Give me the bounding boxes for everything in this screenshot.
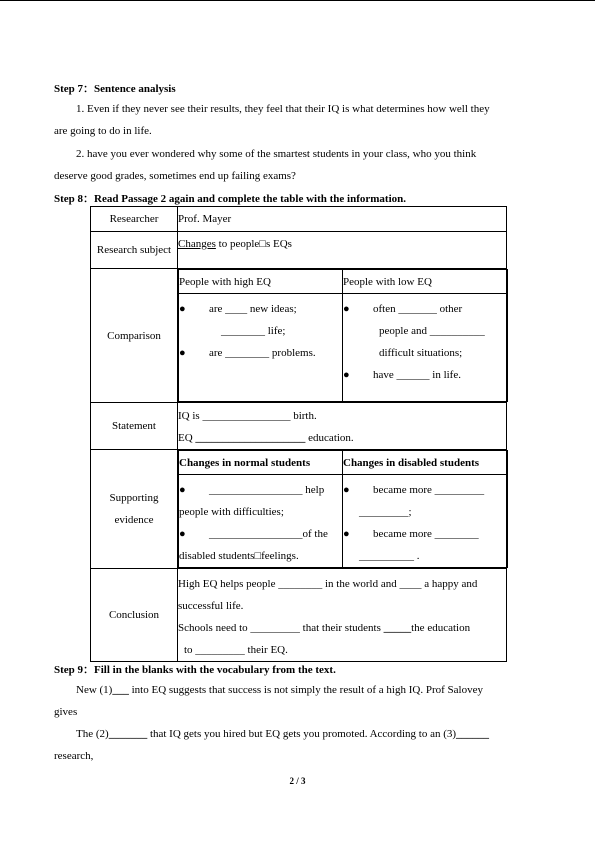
step9-line2: gives bbox=[54, 706, 78, 718]
low-eq-line4: have ______ in life. bbox=[373, 369, 461, 381]
info-table bbox=[90, 206, 507, 662]
missing-glyph-icon: □ bbox=[259, 238, 266, 250]
disabled-line3: became more ________ bbox=[373, 528, 479, 540]
statement-eq: EQ bbox=[178, 432, 196, 444]
page-number: 2 / 3 bbox=[289, 776, 306, 786]
step9-blank2: _______ bbox=[108, 728, 148, 740]
conclusion-line4: to _________ their EQ. bbox=[184, 644, 288, 656]
statement-line1: IQ is ________________ birth. bbox=[178, 410, 317, 422]
low-eq-list bbox=[343, 294, 508, 402]
disabled-list bbox=[343, 475, 508, 568]
statement-cell bbox=[178, 403, 507, 450]
subject-value bbox=[178, 232, 507, 269]
page-top-rule bbox=[0, 0, 595, 1]
step7-item2 bbox=[54, 143, 542, 187]
researcher-label: Researcher bbox=[91, 207, 178, 232]
high-eq-line1: are ____ new ideas; bbox=[209, 303, 297, 315]
low-eq-header: People with low EQ bbox=[343, 270, 508, 294]
step9-title: Step 9：Fill in the blanks with the vocabulary from the text. bbox=[54, 664, 336, 676]
statement-row bbox=[91, 403, 507, 450]
statement-line2 bbox=[178, 427, 506, 449]
step8-title: Step 8：Read Passage 2 again and complete the table with the information. bbox=[54, 193, 406, 205]
comparison-label: Comparison bbox=[91, 269, 178, 403]
comparison-cell bbox=[178, 269, 507, 403]
normal-line3: _________________of the bbox=[209, 528, 328, 540]
statement-education: education. bbox=[305, 432, 354, 444]
supporting-label-line2: evidence bbox=[114, 514, 154, 526]
comparison-row bbox=[91, 269, 507, 403]
low-eq-line1: often _______ other bbox=[373, 303, 463, 315]
normal-line2: people with difficulties; bbox=[179, 506, 284, 518]
subject-row bbox=[91, 232, 507, 269]
high-eq-list bbox=[179, 294, 343, 402]
subject-to-people: to people bbox=[215, 238, 260, 250]
conclusion-line3c: the education bbox=[411, 622, 471, 634]
normal-line1: _________________ help bbox=[209, 484, 325, 496]
statement-label: Statement bbox=[91, 403, 178, 450]
conclusion-line3a: Schools need to _________ that their students bbox=[178, 622, 384, 634]
bullet-icon: ● bbox=[343, 484, 350, 496]
low-eq-line3: difficult situations; bbox=[379, 347, 463, 359]
step7-title: Step 7：Sentence analysis bbox=[54, 83, 176, 95]
step9-line3a: The (2) bbox=[76, 728, 109, 740]
step7-item1 bbox=[54, 98, 542, 142]
step7-item1-line1: 1. Even if they never see their results, they feel that their IQ is what determines how well they bbox=[76, 103, 490, 115]
conclusion-line3 bbox=[178, 617, 506, 639]
supporting-row bbox=[91, 450, 507, 569]
step9-line3c: that IQ gets you hired but EQ gets you promoted. According to an (3) bbox=[147, 728, 457, 740]
step7-item2-line1: 2. have you ever wondered why some of the smartest students in your class, who you think bbox=[76, 148, 477, 160]
statement-blank: ____________________ bbox=[195, 432, 306, 444]
bullet-icon: ● bbox=[179, 528, 186, 540]
step7-item2-line2: deserve good grades, sometimes end up failing exams? bbox=[54, 170, 296, 182]
normal-line4b: feelings. bbox=[261, 550, 299, 562]
step9-line1c: into EQ suggests that success is not simply the result of a high IQ. Prof Salovey bbox=[128, 684, 483, 696]
high-eq-header: People with high EQ bbox=[179, 270, 343, 294]
bullet-icon: ● bbox=[343, 369, 350, 381]
step9-line4: research, bbox=[54, 750, 94, 762]
bullet-icon: ● bbox=[179, 347, 186, 359]
step9-line1a: New (1) bbox=[76, 684, 113, 696]
subject-label: Research subject bbox=[91, 232, 178, 269]
normal-line4a: disabled students bbox=[179, 550, 255, 562]
bullet-icon: ● bbox=[343, 528, 350, 540]
supporting-label bbox=[91, 450, 178, 569]
step9-blank1: ___ bbox=[112, 684, 129, 696]
disabled-line4: __________ . bbox=[359, 550, 420, 562]
supporting-cell bbox=[178, 450, 507, 569]
high-eq-line2: ________ life; bbox=[221, 325, 286, 337]
low-eq-line2: people and __________ bbox=[379, 325, 485, 337]
step9-paragraph2 bbox=[54, 723, 542, 767]
conclusion-line3b: _____ bbox=[383, 622, 412, 634]
step9-paragraph1 bbox=[54, 679, 542, 723]
researcher-value: Prof. Mayer bbox=[178, 207, 507, 232]
subject-eqs: s EQs bbox=[265, 238, 292, 250]
conclusion-label: Conclusion bbox=[91, 569, 178, 662]
conclusion-cell bbox=[178, 569, 507, 662]
conclusion-line2: successful life. bbox=[178, 600, 244, 612]
bullet-icon: ● bbox=[179, 484, 186, 496]
conclusion-row bbox=[91, 569, 507, 662]
disabled-line1: became more _________ bbox=[373, 484, 485, 496]
bullet-icon: ● bbox=[179, 303, 186, 315]
supporting-label-line1: Supporting bbox=[109, 492, 159, 504]
missing-glyph-icon: □ bbox=[254, 550, 262, 562]
step7-item1-line2: are going to do in life. bbox=[54, 125, 152, 137]
disabled-line2: _________; bbox=[359, 506, 412, 518]
step9-blank3: ______ bbox=[456, 728, 490, 740]
bullet-icon: ● bbox=[343, 303, 350, 315]
normal-header: Changes in normal students bbox=[179, 451, 343, 475]
high-eq-line3: are ________ problems. bbox=[209, 347, 316, 359]
subject-changes: Changes bbox=[178, 238, 216, 250]
normal-list bbox=[179, 475, 343, 568]
researcher-row bbox=[91, 207, 507, 232]
disabled-header: Changes in disabled students bbox=[343, 451, 508, 475]
conclusion-line1: High EQ helps people ________ in the world and ____ a happy and bbox=[178, 578, 478, 590]
